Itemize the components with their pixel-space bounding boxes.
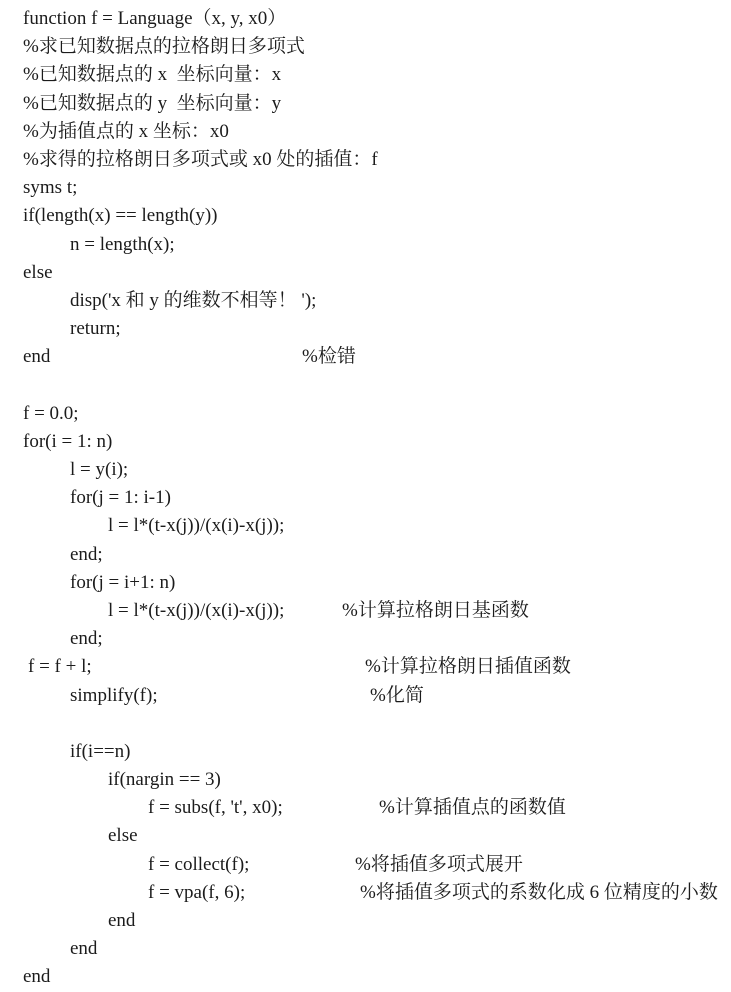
code-text: end; bbox=[70, 628, 103, 650]
code-line bbox=[0, 907, 731, 935]
blank-line bbox=[0, 371, 731, 399]
inline-comment-text: %计算插值点的函数值 bbox=[379, 797, 566, 819]
code-line bbox=[0, 259, 731, 287]
code-line bbox=[0, 822, 731, 850]
code-line bbox=[0, 682, 731, 710]
code-line bbox=[0, 118, 731, 146]
code-line bbox=[0, 146, 731, 174]
comment-line-text: %为插值点的 x 坐标：x0 bbox=[23, 120, 229, 142]
code-text: end bbox=[70, 938, 98, 960]
code-text: for(j = i+1: n) bbox=[70, 571, 176, 593]
code-line bbox=[0, 343, 731, 371]
code-line bbox=[0, 766, 731, 794]
code-text: f = collect(f); bbox=[148, 853, 250, 875]
code-line bbox=[0, 541, 731, 569]
code-line bbox=[0, 287, 731, 315]
code-text: function f = Language（x, y, x0） bbox=[23, 8, 287, 29]
blank-line bbox=[0, 710, 731, 738]
code-line bbox=[0, 61, 731, 89]
code-line bbox=[0, 428, 731, 456]
code-line bbox=[0, 5, 731, 33]
code-text: if(i==n) bbox=[70, 740, 131, 762]
code-text: if(nargin == 3) bbox=[108, 769, 221, 791]
code-text: else bbox=[23, 261, 53, 283]
code-text: disp('x 和 y 的维数不相等！ '); bbox=[70, 289, 317, 311]
code-line bbox=[0, 879, 731, 907]
code-line bbox=[0, 625, 731, 653]
inline-comment-text: %将插值多项式展开 bbox=[355, 853, 523, 875]
code-text: l = l*(t-x(j))/(x(i)-x(j)); bbox=[108, 599, 285, 621]
code-line bbox=[0, 456, 731, 484]
code-line bbox=[0, 963, 731, 991]
code-text: l = y(i); bbox=[70, 459, 129, 480]
code-line bbox=[0, 794, 731, 822]
code-text: f = vpa(f, 6); bbox=[148, 881, 246, 903]
inline-comment-text: %计算拉格朗日基函数 bbox=[342, 599, 529, 621]
code-line bbox=[0, 935, 731, 963]
code-line bbox=[0, 174, 731, 202]
code-text: end; bbox=[70, 543, 103, 565]
code-text: end bbox=[23, 966, 51, 988]
code-text: for(j = 1: i-1) bbox=[70, 487, 171, 509]
comment-line-text: %已知数据点的 y 坐标向量：y bbox=[23, 92, 282, 114]
code-line bbox=[0, 512, 731, 540]
code-text: end bbox=[23, 346, 51, 368]
code-line bbox=[0, 484, 731, 512]
code-line bbox=[0, 653, 731, 681]
code-line bbox=[0, 202, 731, 230]
code-text: return; bbox=[70, 318, 121, 340]
inline-comment-text: %化简 bbox=[370, 684, 424, 706]
code-text: end bbox=[108, 910, 136, 931]
code-text: f = f + l; bbox=[28, 656, 92, 678]
code-line bbox=[0, 851, 731, 879]
inline-comment-text: %检错 bbox=[302, 346, 356, 368]
code-text: else bbox=[108, 825, 138, 847]
code-line bbox=[0, 231, 731, 259]
code-text: f = 0.0; bbox=[23, 402, 79, 424]
code-text: f = subs(f, 't', x0); bbox=[148, 797, 283, 819]
code-line bbox=[0, 400, 731, 428]
comment-line-text: %求已知数据点的拉格朗日多项式 bbox=[23, 36, 305, 58]
code-text: syms t; bbox=[23, 177, 78, 199]
code-text: n = length(x); bbox=[70, 233, 175, 255]
code-line bbox=[0, 315, 731, 343]
code-line bbox=[0, 738, 731, 766]
code-text: for(i = 1: n) bbox=[23, 430, 113, 452]
code-line bbox=[0, 90, 731, 118]
comment-line-text: %已知数据点的 x 坐标向量：x bbox=[23, 64, 282, 86]
code-line bbox=[0, 597, 731, 625]
code-text: if(length(x) == length(y)) bbox=[23, 205, 218, 227]
code-text: simplify(f); bbox=[70, 684, 158, 706]
code-line bbox=[0, 33, 731, 61]
inline-comment-text: %计算拉格朗日插值函数 bbox=[365, 656, 571, 678]
code-line bbox=[0, 569, 731, 597]
inline-comment-text: %将插值多项式的系数化成 6 位精度的小数 bbox=[360, 881, 718, 903]
comment-line-text: %求得的拉格朗日多项式或 x0 处的插值：f bbox=[23, 148, 378, 170]
code-text: l = l*(t-x(j))/(x(i)-x(j)); bbox=[108, 515, 285, 537]
